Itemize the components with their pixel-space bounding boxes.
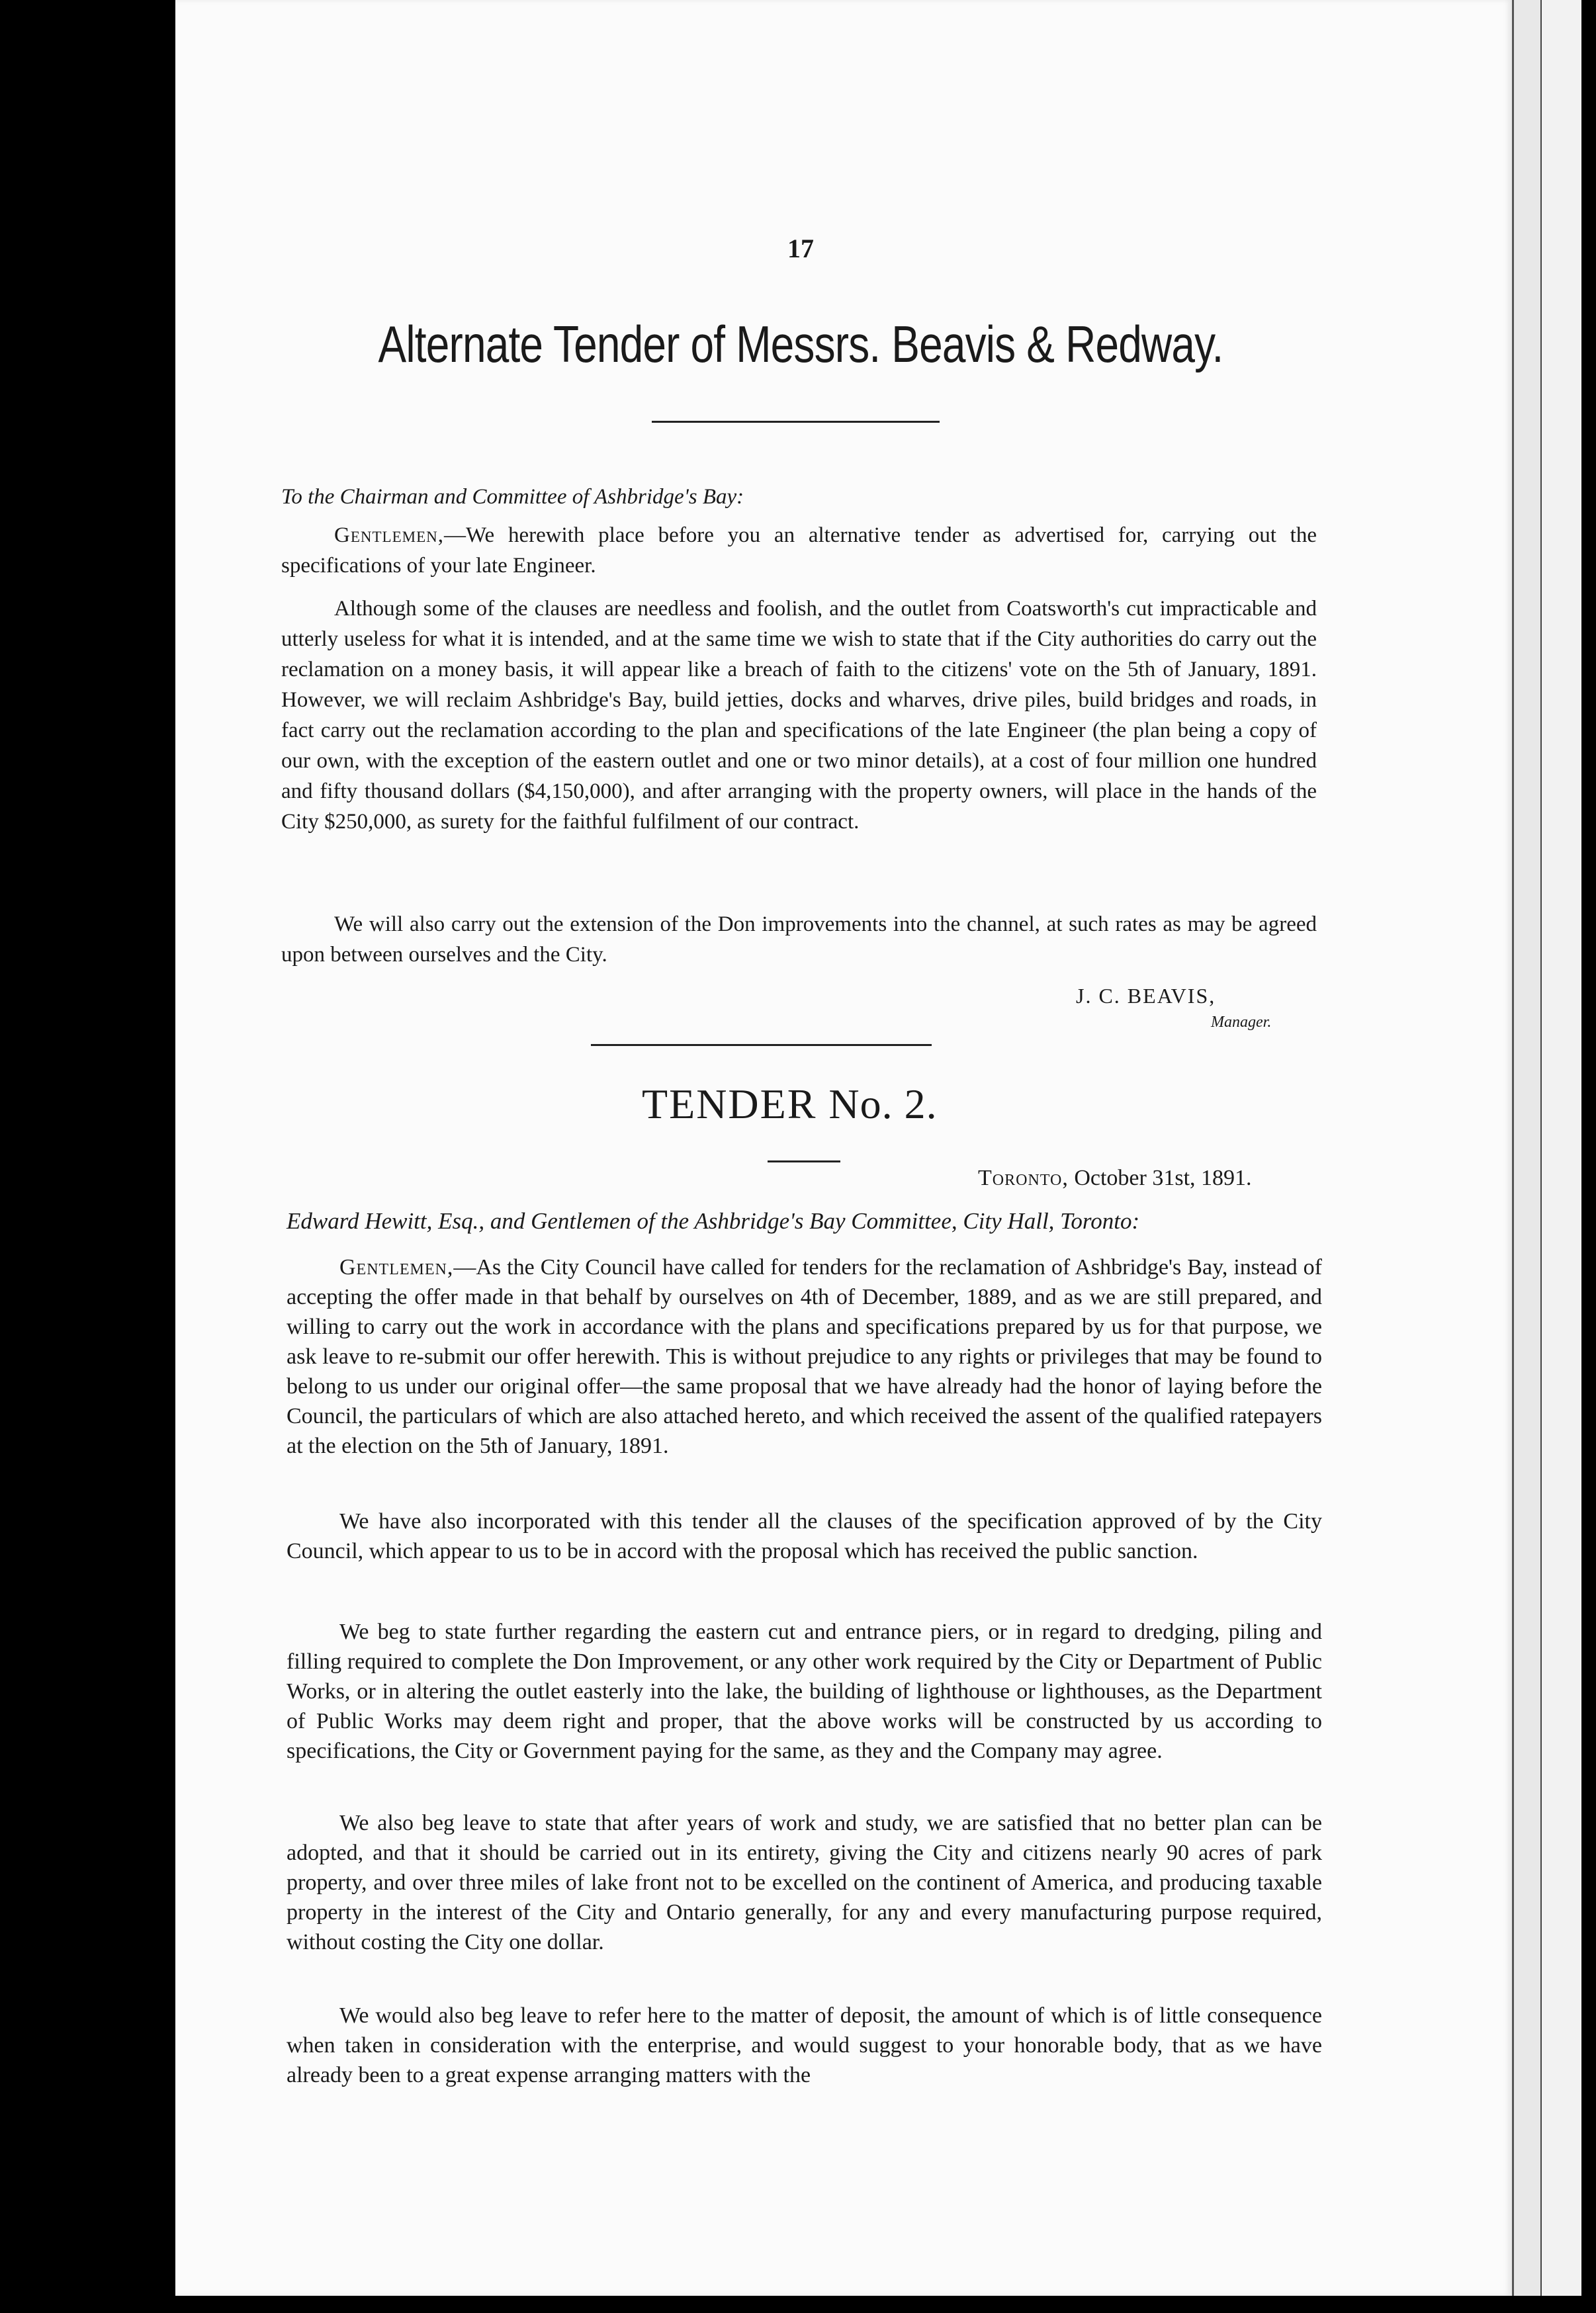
tender2-opening-word: Gentlemen, (339, 1255, 454, 1280)
tender-word: TENDER (642, 1080, 817, 1127)
tender-number: No. 2. (828, 1080, 938, 1127)
paragraph-3: We will also carry out the extension of the Don improvements into the channel, at such rates as may be agreed upon between ourselves and the City. (281, 912, 1317, 967)
signature-name: J. C. BEAVIS, (1076, 984, 1216, 1008)
title-divider (652, 421, 940, 423)
paragraph-1-text: —We herewith place before you an alternative tender as advertised for, carrying out the specifications of your late Engineer. (281, 523, 1317, 578)
signature-role: Manager. (1211, 1014, 1272, 1031)
tender2-paragraph-5: We would also beg leave to refer here to the matter of deposit, the amount of which is of little consequence when taken in consideration with the enterprise, and would suggest to your honorable body, that as we have already been to a great expense arranging matters with the (287, 2003, 1322, 2087)
page-edge (1512, 0, 1540, 2296)
salutation-chairman: To the Chairman and Committee of Ashbridge's Bay: (281, 485, 744, 509)
tender2-paragraph-4: We also beg leave to state that after years of work and study, we are satisfied that no better plan can be adopted, and that it should be carried out in its entirety, giving the City and citizens nearly 90 acres of park property, and over three miles of lake front not to be excelled on the continent of America, and producing taxable property in the interest of the City and Ontario generally, for any and every manufacturing purpose required, without costing the City one dollar. (287, 1811, 1322, 1954)
tender2-paragraph-2: We have also incorporated with this tender all the clauses of the specification approved of by the City Council, which appear to us to be in accord with the proposal which has received the public sanction. (287, 1509, 1322, 1563)
dateline-place: Toronto, (978, 1166, 1069, 1190)
section-title-alternate-tender: Alternate Tender of Messrs. Beavis & Redway. (378, 315, 1223, 373)
tender2-paragraph-3: We beg to state further regarding the eastern cut and entrance piers, or in regard to dredging, piling and filling required to complete the Don Improvement, or any other work required by the City or Department of Public Works, or in altering the outlet easterly into the lake, the building of lighthouse or lighthouses, as the Department of Public Works may deem right and proper, that the above works will be constructed by us according to specifications, the City or Government paying for the same, as they and the Company may agree. (287, 1620, 1322, 1763)
title2-divider (768, 1160, 840, 1162)
page-number: 17 (787, 234, 814, 263)
paragraph-2: Although some of the clauses are needless and foolish, and the outlet from Coatsworth's cut impracticable and utterly useless for what it is intended, and at the same time we wish to state that if the City authorities do carry out the reclamation on a money basis, it will appear like a breach of faith to the citizens' vote on the 5th of January, 1891. However, we will reclaim Ashbridge's Bay, build jetties, docks and wharves, drive piles, build bridges and roads, in fact carry out the reclamation according to the plan and specifications of the late Engineer (the plan being a copy of our own, with the exception of the eastern outlet and one or two minor details), at a cost of four million one hundred and fifty thousand dollars ($4,150,000), and after arranging with the property owners, will place in the hands of the City $250,000, as surety for the faithful fulfilment of our contract. (281, 597, 1317, 834)
section-divider (591, 1044, 932, 1046)
opening-word: Gentlemen, (334, 523, 444, 547)
paragraph-1 (281, 520, 1317, 581)
page-edge-outer (1540, 0, 1581, 2296)
dateline-date: October 31st, 1891. (1074, 1166, 1252, 1190)
salutation-hewitt: Edward Hewitt, Esq., and Gentlemen of the Ashbridge's Bay Committee, City Hall, Toronto: (287, 1208, 1140, 1234)
tender2-paragraph-1 (287, 1252, 1322, 1461)
section-title-tender-2 (642, 1080, 938, 1129)
tender2-paragraph-1-text: —As the City Council have called for tenders for the reclamation of Ashbridge's Bay, instead of accepting the offer made in that behalf by ourselves on 4th of December, 1889, and as we are still prepared, and willing to carry out the work in accordance with the plans and specifications prepared by us for that purpose, we ask leave to re-submit our offer herewith. This is without prejudice to any rights or privileges that may be found to belong to us under our original offer—the same proposal that we have already had the honor of laying before the Council, the particulars of which are also attached hereto, and which received the assent of the qualified ratepayers at the election on the 5th of January, 1891. (287, 1255, 1322, 1458)
dateline (978, 1166, 1252, 1191)
